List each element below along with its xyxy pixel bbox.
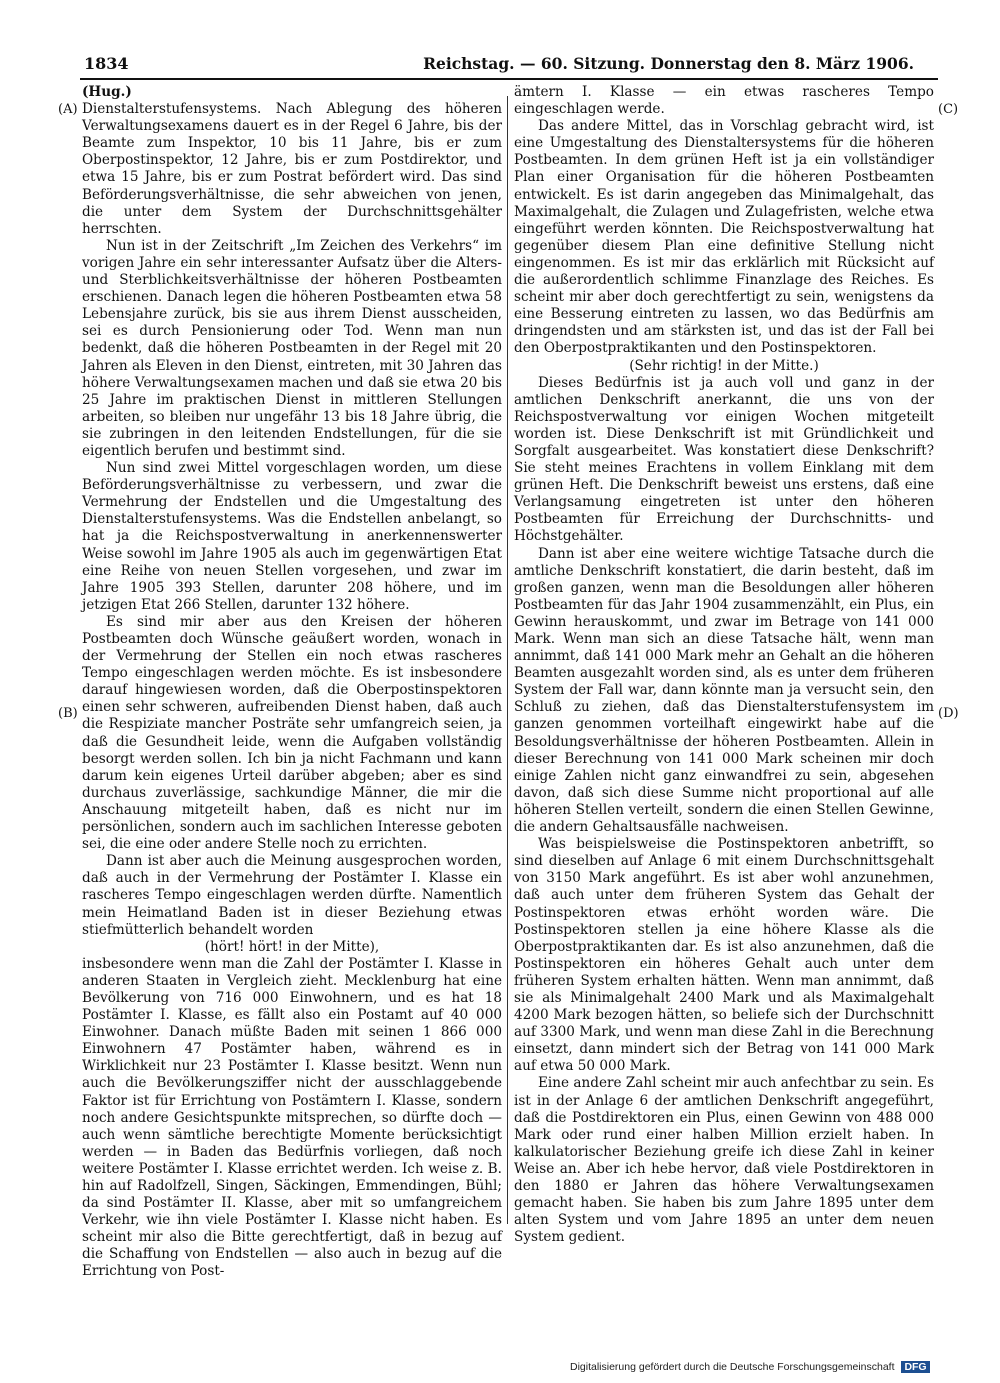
- interjection: (hört! hört! in der Mitte),: [204, 938, 380, 955]
- footer-credit: Digitalisierung gefördert durch die Deutsche Forschungsgemeinschaft: [570, 1361, 895, 1373]
- right-column: [514, 84, 934, 1254]
- running-head: Reichstag. — 60. Sitzung. Donnerstag den 8. März 1906.: [423, 54, 914, 73]
- paragraph: Dieses Bedürfnis ist ja auch voll und ganz in der amtlichen Denkschrift anerkannt, die uns von der Reichspostverwaltung vor einigen Wochen mitgeteilt worden ist. Diese Denkschrift ist mit Gründlichkeit und Sorgfalt ausgearbeitet. Was konstatiert diese Denkschrift? Sie steht meines Erachtens in vollem Einklang mit dem grünen Heft. Die Denkschrift beweist uns erstens, daß eine Verlangsamung eingetreten ist unter den höheren Postbeamten für Erreichung der Durchschnitts- und Höchstgehälter.: [514, 374, 934, 545]
- margin-marker-a: (A): [58, 102, 78, 117]
- paragraph: Dann ist aber eine weitere wichtige Tatsache durch die amtliche Denkschrift konstatiert, die darin besteht, daß im großen ganzen, wenn man die Besoldungen aller höheren Postbeamten für das Jahr 1904 zusammenzählt, ein Plus, ein Gewinn herauskommt, und zwar im Betrage von 141 000 Mark. Wenn man sich an diese Tatsache hält, wenn man annimmt, daß 141 000 Mark mehr an Gehalt an die höheren Beamten ausgezahlt worden sind, als es unter dem früheren System der Fall war, dann könnte man ja versucht sein, den Schluß zu ziehen, daß das Dienstalterstufensystem im ganzen genommen vorteilhaft eingewirkt habe auf die Besoldungsverhältnisse der höheren Postbeamten. Allein in dieser Berechnung von 141 000 Mark scheinen mir doch einige Zahlen nicht ganz einwandfrei zu sein, abgesehen davon, daß sich diese Summe nicht proportional auf alle höheren Stellen verteilt, sondern die einen Stellen Gewinne, die andern Gehaltsausfälle nachweisen.: [514, 545, 934, 836]
- paragraph: Was beispielsweise die Postinspektoren anbetrifft, so sind dieselben auf Anlage 6 mit einem Durchschnittsgehalt von 3150 Mark angeführt. Es ist aber wohl anzunehmen, daß auch unter dem früheren System das Gehalt der Postinspektoren etwas erhöht worden wäre. Die Postinspektoren stellen ja eine höhere Klasse als die Oberpostpraktikanten dar. Es ist also anzunehmen, daß die Postinspektoren ein höheres Gehalt auch unter dem früheren System erhalten hätten. Wenn man annimmt, daß sie als Minimalgehalt 2400 Mark und als Maximalgehalt 4200 Mark bezogen hätten, so beliefe sich der Durchschnitt auf 3300 Mark, und wenn man diese Zahl in die Berechnung einsetzt, dann mindert sich der Betrag von 141 000 Mark auf etwa 50 000 Mark.: [514, 836, 934, 1075]
- paragraph: Dienstalterstufensystems. Nach Ablegung des höheren Verwaltungsexamens dauert es in der Regel 6 Jahre, bis der Beamte zum Inspektor, 10 bis 11 Jahre, bis er zum Oberpostinspektor, 12 Jahre, bis er zum Postdirektor, und etwa 15 Jahre, bis er zum Postrat befördert wird. Das sind Beförderungsverhältnisse, die sehr abweichen von jenen, die unter dem System der Durchschnittsgehälter herrschten.: [82, 101, 502, 237]
- column-divider: [507, 96, 508, 1224]
- paragraph: Es sind mir aber aus den Kreisen der höheren Postbeamten doch Wünsche geäußert worden, wonach in der Vermehrung der Stellen ein noch etwas rascheres Tempo eingeschlagen werden möchte. Es ist insbesondere darauf hingewiesen worden, daß die Oberpostinspektoren einen sehr schweren, aufreibenden Dienst haben, daß auch die Respiziate mancher Posträte sehr umfangreich seien, ja daß die Gesundheit leide, wenn die Aufgaben vollständig besorgt werden sollen. Ich bin ja nicht Fachmann und kann darum kein eigenes Urteil darüber abgeben; aber es sind durchaus zuverlässige, sachkundige Männer, die mir die Anschauung mitgeteilt haben, daß es nicht nur im persönlichen, sondern auch im sachlichen Interesse geboten sei, die eine oder andere Stelle noch zu errichten.: [82, 613, 502, 853]
- paragraph: Nun sind zwei Mittel vorgeschlagen worden, um diese Beförderungsverhältnisse zu verbessern, und zwar die Vermehrung der Endstellen und die Umgestaltung des Dienstalterstufensystems. Was die Endstellen anbelangt, so hat ja die Reichspostverwaltung in anerkennenswerter Weise sowohl im Jahre 1905 als auch im gegenwärtigen Etat eine Reihe von neuen Stellen vorgesehen, und zwar im Jahre 1905 393 Stellen, darunter 208 höhere, und im jetzigen Etat 266 Stellen, darunter 132 höhere.: [82, 460, 502, 613]
- paragraph: insbesondere wenn man die Zahl der Postämter I. Klasse in anderen Staaten in Vergleich zieht. Mecklenburg hat eine Bevölkerung von 716 000 Einwohnern, und es hat 18 Postämter I. Klasse, es fällt also ein Postamt auf 40 000 Einwohner. Danach müßte Baden mit seinen 1 866 000 Einwohnern 47 Postämter haben, während es in Wirklichkeit nur 23 Postämter I. Klasse besitzt. Wenn nun auch die Bevölkerungsziffer nicht der ausschlaggebende Faktor ist für Errichtung von Postämtern I. Klasse, sondern noch andere Gesichtspunkte mitsprechen, so dürfte doch — auch wenn sämtliche berechtigte Momente berücksichtigt werden — in Baden das Bedürfnis vorliegen, daß noch weitere Postämter I. Klasse errichtet werden. Ich weise z. B. hin auf Radolfzell, Singen, Säckingen, Emmendingen, Bühl; da sind Postämter II. Klasse, aber mit so umfangreichem Verkehr, wie ihn viele Postämter I. Klasse nicht haben. Es scheint mir also die Bitte gerechtfertigt, daß in bezug auf die Schaffung von Endstellen — also auch in bezug auf die Errichtung von Post-: [82, 955, 502, 1280]
- paragraph: Dann ist aber auch die Meinung ausgesprochen worden, daß auch in der Vermehrung der Postämter I. Klasse ein rascheres Tempo eingeschlagen werden dürfte. Namentlich mein Heimatland Baden ist in dieser Beziehung etwas stiefmütterlich behandelt worden: [82, 853, 502, 938]
- paragraph: Eine andere Zahl scheint mir auch anfechtbar zu sein. Es ist in der Anlage 6 der amtlichen Denkschrift angegeführt, daß die Postdirektoren ein Plus, einen Gewinn von 488 000 Mark oder rund einer halben Million erzielt haben. In kalkulatorischer Beziehung greife ich diese Zahl in keiner Weise an. Aber ich hebe hervor, daß viele Postdirektoren in den 1880 er Jahren das höhere Verwaltungsexamen gemacht haben. Sie haben bis zum Jahre 1895 unter dem alten System und vom Jahre 1895 an unter dem neuen System gedient.: [514, 1075, 935, 1246]
- page-number: 1834: [84, 54, 129, 73]
- margin-marker-b: (B): [58, 706, 78, 721]
- left-column: [82, 84, 502, 1280]
- margin-marker-d: (D): [938, 706, 959, 721]
- page-header: [80, 52, 938, 80]
- footer: [570, 1361, 930, 1373]
- interjection: (Sehr richtig! in der Mitte.): [629, 357, 819, 374]
- margin-marker-c: (C): [938, 102, 959, 117]
- paragraph: Nun ist in der Zeitschrift „Im Zeichen des Verkehrs“ im vorigen Jahre ein sehr interessanter Aufsatz über die Alters- und Sterblichkeitsverhältnisse der höheren Postbeamten erschienen. Danach legen die höheren Postbeamten etwa 58 Lebensjahre zurück, bis sie aus ihrem Dienst ausscheiden, sei es durch Pensionierung oder Tod. Wenn man nun bedenkt, daß die höheren Postbeamten in der Regel mit 20 Jahren als Eleven in den Dienst, eintreten, mit 30 Jahren das höhere Verwaltungsexamen machen und daß sie etwa 20 bis 25 Jahre im praktischen Dienst in mittleren Stellungen arbeiten, so bleiben nur ungefähr 13 bis 18 Jahre übrig, die sie zubringen in den leitenden Endstellungen, für die sie eigentlich berufen und bestimmt sind.: [82, 237, 502, 459]
- speaker-label: (Hug.): [82, 84, 132, 100]
- paragraph: Das andere Mittel, das in Vorschlag gebracht wird, ist eine Umgestaltung des Dienstaltersystems für die höheren Postbeamten. In dem grünen Heft ist ja ein vollständiger Plan einer Organisation für die höheren Postbeamten entwickelt. Es ist darin angegeben das Minimalgehalt, das Maximalgehalt, die Zulagen und Zulagefristen, welche etwa eingeführt werden könnten. Die Reichspostverwaltung hat gegenüber diesem Plan eine definitive Stellung nicht eingenommen. Es ist mir das erklärlich mit Rücksicht auf die außerordentlich schlimme Finanzlage des Reiches. Es scheint mir aber doch gerechtfertigt zu sein, wenigstens da eine Besserung eintreten zu lassen, wo das Bedürfnis am dringendsten und am stärksten ist, und das ist der Fall bei den Oberpostpraktikanten und den Postinspektoren.: [514, 118, 934, 357]
- dfg-logo: DFG: [901, 1361, 929, 1373]
- paragraph: ämtern I. Klasse — ein etwas rascheres Tempo eingeschlagen werde.: [514, 84, 934, 118]
